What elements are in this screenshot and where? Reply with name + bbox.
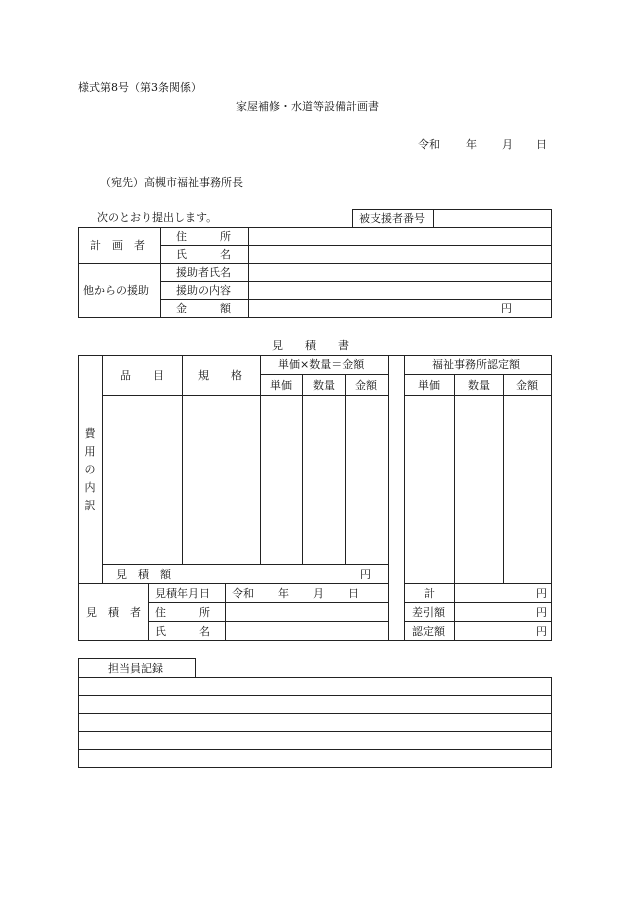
office-quantity-header: 数量 xyxy=(468,379,490,392)
office-difference-field[interactable] xyxy=(456,604,532,620)
office-unit-price-input-area[interactable] xyxy=(406,397,453,582)
submit-text: 次のとおり提出します。 xyxy=(97,211,218,224)
support-content-label: 援助の内容 xyxy=(176,284,231,297)
planner-name-label: 氏 名 xyxy=(176,248,231,261)
office-difference-yen: 円 xyxy=(536,606,547,619)
cost-breakdown-char: 用 xyxy=(84,445,96,458)
estimate-date-year: 年 xyxy=(278,587,289,600)
office-approved-label: 認定額 xyxy=(412,625,445,638)
date-year: 年 xyxy=(466,138,477,151)
planner-address-field[interactable] xyxy=(250,229,550,244)
planner-address-label: 住 所 xyxy=(176,230,231,243)
date-line xyxy=(418,139,548,151)
form-number: 様式第8号（第3条関係） xyxy=(78,81,202,94)
amount-input-area[interactable] xyxy=(347,397,387,563)
estimator-name-label: 氏 名 xyxy=(155,625,210,638)
unit-price-input-area[interactable] xyxy=(262,397,301,563)
estimator-address-label: 住 所 xyxy=(155,606,210,619)
support-amount-label: 金 額 xyxy=(176,302,231,315)
office-approved-yen: 円 xyxy=(536,625,547,638)
office-total-field[interactable] xyxy=(456,585,532,601)
other-support-label: 他からの援助 xyxy=(83,284,149,297)
staff-record-input[interactable] xyxy=(80,679,550,766)
support-amount-yen: 円 xyxy=(501,302,512,315)
cost-breakdown-char: の xyxy=(84,463,96,476)
quantity-header: 数量 xyxy=(313,379,335,392)
estimate-date-day: 日 xyxy=(348,587,359,600)
office-total-label: 計 xyxy=(424,587,435,600)
date-era: 令和 xyxy=(418,138,440,151)
estimate-date-era: 令和 xyxy=(232,587,254,600)
support-content-field[interactable] xyxy=(250,283,550,298)
office-unit-price-header: 単価 xyxy=(418,379,440,392)
estimate-date-label: 見積年月日 xyxy=(155,587,210,600)
recipient-number-label: 被支援者番号 xyxy=(359,212,425,225)
document-title: 家屋補修・水道等設備計画書 xyxy=(236,100,379,113)
support-amount-field[interactable] xyxy=(250,301,495,316)
unit-price-header: 単価 xyxy=(270,379,292,392)
office-quantity-input-area[interactable] xyxy=(456,397,502,582)
item-input-area[interactable] xyxy=(104,397,181,563)
cost-breakdown-char: 費 xyxy=(84,427,96,440)
planner-name-field[interactable] xyxy=(250,247,550,262)
estimate-total-field[interactable] xyxy=(184,566,354,582)
office-amount-header: 金額 xyxy=(516,379,538,392)
office-difference-label: 差引額 xyxy=(412,606,445,619)
office-total-yen: 円 xyxy=(536,587,547,600)
office-approved-header: 福祉事務所認定額 xyxy=(432,358,520,371)
supporter-name-label: 援助者氏名 xyxy=(176,266,231,279)
recipient-number-field[interactable] xyxy=(436,211,550,226)
office-approved-field[interactable] xyxy=(456,623,532,639)
estimate-title: 見 積 書 xyxy=(272,339,349,352)
estimate-total-label: 見 積 額 xyxy=(116,568,171,581)
staff-record-label: 担当員記録 xyxy=(108,662,163,675)
spec-header: 規 格 xyxy=(198,369,242,382)
date-month: 月 xyxy=(502,138,513,151)
estimator-name-field[interactable] xyxy=(227,623,387,639)
estimator-label: 見 積 者 xyxy=(86,606,141,619)
addressee: （宛先）高槻市福祉事務所長 xyxy=(100,176,243,189)
cost-breakdown-char: 内 xyxy=(84,481,96,494)
amount-header: 金額 xyxy=(355,379,377,392)
quantity-input-area[interactable] xyxy=(304,397,344,563)
estimate-date-month: 月 xyxy=(313,587,324,600)
estimator-address-field[interactable] xyxy=(227,604,387,620)
office-amount-input-area[interactable] xyxy=(505,397,551,582)
estimate-total-yen: 円 xyxy=(360,568,371,581)
calc-header: 単価×数量＝金額 xyxy=(278,358,365,371)
item-header: 品 目 xyxy=(120,369,164,382)
cost-breakdown-char: 訳 xyxy=(84,499,96,512)
date-day: 日 xyxy=(536,138,547,151)
spec-input-area[interactable] xyxy=(184,397,259,563)
supporter-name-field[interactable] xyxy=(250,265,550,280)
planner-label: 計 画 者 xyxy=(90,239,145,252)
